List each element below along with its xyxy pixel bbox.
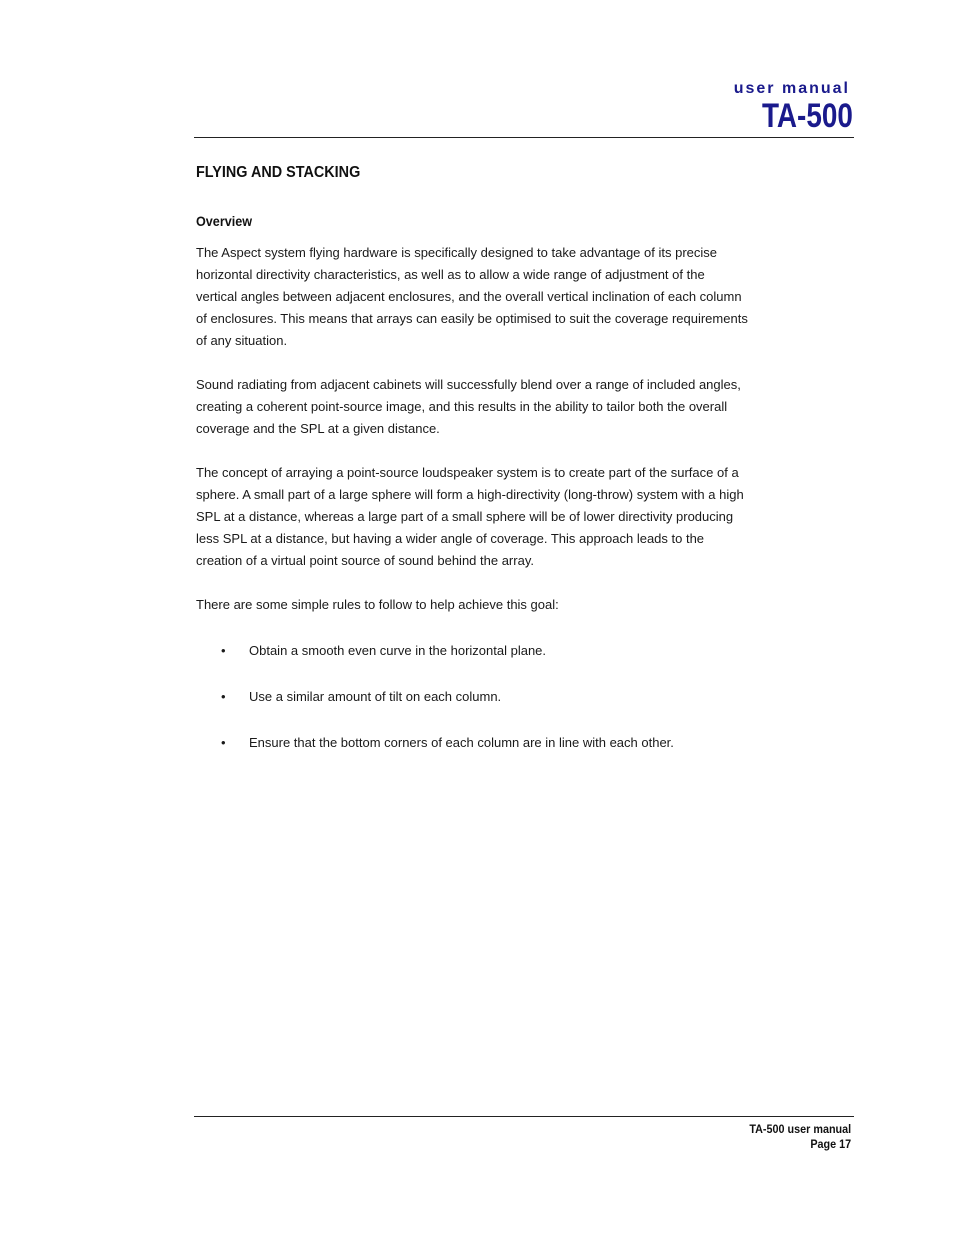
- list-item-text: Ensure that the bottom corners of each column are in line with each other.: [249, 735, 674, 750]
- page-footer: [738, 1122, 851, 1152]
- paragraph-2: Sound radiating from adjacent cabinets will successfully blend over a range of included angles, creating a coherent point-source image, and this results in the ability to tailor both the overall coverage and the SPL at a given distance.: [196, 377, 741, 436]
- rules-list: [196, 640, 748, 754]
- footer-page-number: Page 17: [810, 1137, 851, 1151]
- footer-divider: [194, 1116, 854, 1117]
- header-divider: [194, 137, 854, 138]
- list-item: [196, 640, 748, 662]
- section-subheading: Overview: [196, 213, 253, 229]
- footer-doc-name: TA-500 user manual: [749, 1122, 851, 1136]
- header-subtitle: user manual: [733, 80, 850, 97]
- list-item-text: Obtain a smooth even curve in the horizontal plane.: [249, 643, 547, 658]
- header-title: TA-500: [762, 97, 853, 135]
- bullet-icon: •: [221, 643, 226, 658]
- paragraph-1: The Aspect system flying hardware is specifically designed to take advantage of its precise horizontal directivity characteristics, as well as to allow a wide range of adjustment of the vertical angles between adjacent enclosures, and the overall vertical inclination of each column of enclosures. This means that arrays can easily be optimised to suit the coverage requirements of any situation.: [196, 245, 748, 348]
- section-heading: FLYING AND STACKING: [196, 164, 361, 181]
- paragraph-3: The concept of arraying a point-source loudspeaker system is to create part of the surface of a sphere. A small part of a large sphere will form a high-directivity (long-throw) system with a high SPL at a distance, whereas a large part of a small sphere will be of lower directivity producing less SPL at a distance, but having a wider angle of coverage. This approach leads to the creation of a virtual point source of sound behind the array.: [196, 465, 744, 568]
- bullet-icon: •: [221, 689, 226, 704]
- list-item-text: Use a similar amount of tilt on each column.: [249, 689, 502, 704]
- rules-intro: There are some simple rules to follow to help achieve this goal:: [196, 597, 559, 612]
- body-content: [196, 242, 748, 778]
- list-item: [196, 732, 748, 754]
- list-item: [196, 686, 748, 708]
- bullet-icon: •: [221, 735, 226, 750]
